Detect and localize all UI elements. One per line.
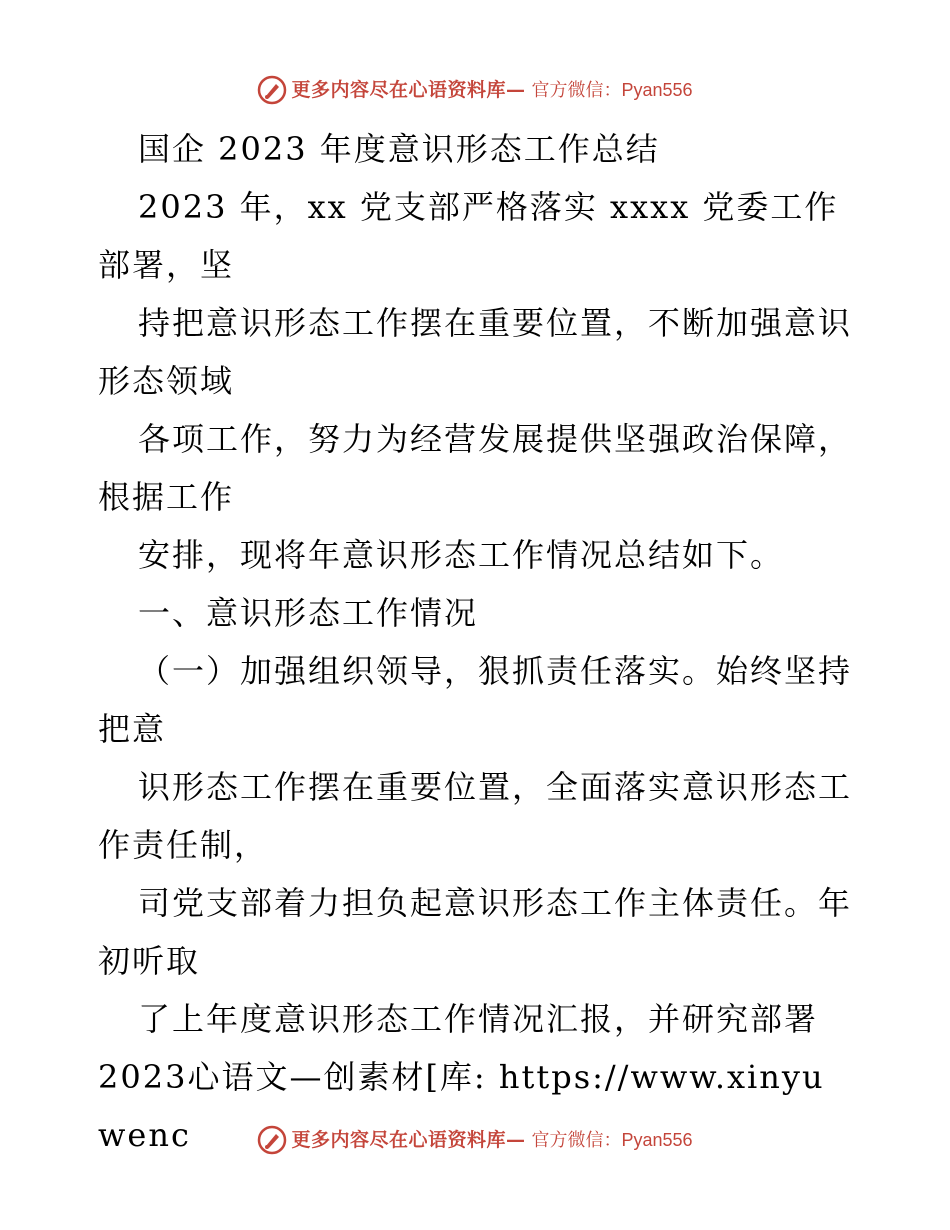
- paragraph-line: 识形态工作摆在重要位置，全面落实意识形态工作责任制，: [98, 768, 853, 864]
- footer-source-line: 2023心语文—创素材[库: https://www.xinyuwenc: [98, 1058, 825, 1154]
- header-watermark-banner: [0, 70, 950, 110]
- paragraph-line: 了上年度意识形态工作情况汇报，并研究部署: [138, 1000, 819, 1038]
- watermark-text: 更多内容尽在心语资料库—: [291, 1129, 526, 1151]
- section-heading: 一、意识形态工作情况: [138, 594, 479, 632]
- pen-nib-logo-icon: [257, 1125, 287, 1155]
- paragraph-line: 持把意识形态工作摆在重要位置，不断加强意识形态领域: [98, 304, 853, 400]
- watermark-text: 更多内容尽在心语资料库—: [291, 79, 526, 101]
- footer-watermark-banner: [0, 1120, 950, 1160]
- pen-nib-logo-icon: [257, 75, 287, 105]
- paragraph-line: 安排，现将年意识形态工作情况总结如下。: [138, 536, 785, 574]
- document-title: 国企 2023 年度意识形态工作总结: [138, 130, 660, 168]
- document-body: [0, 120, 950, 1164]
- watermark-contact: 官方微信：Pyan556: [531, 80, 693, 100]
- watermark-contact: 官方微信：Pyan556: [531, 1130, 693, 1150]
- paragraph-line: 各项工作，努力为经营发展提供坚强政治保障，根据工作: [98, 420, 853, 516]
- paragraph-line: 2023 年，xx 党支部严格落实 xxxx 党委工作部署，坚: [98, 188, 839, 284]
- paragraph-line: 司党支部着力担负起意识形态工作主体责任。年初听取: [98, 884, 853, 980]
- paragraph-line: （一）加强组织领导，狠抓责任落实。始终坚持把意: [98, 652, 853, 748]
